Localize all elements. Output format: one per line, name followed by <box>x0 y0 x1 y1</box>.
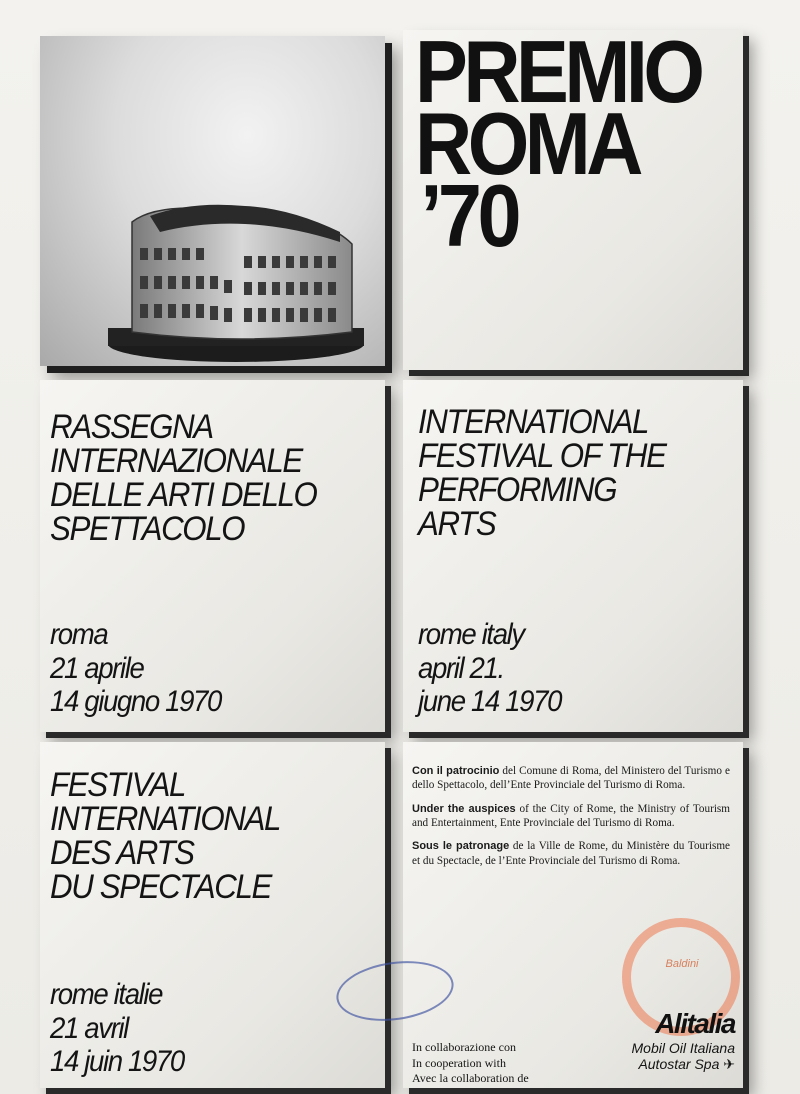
patronage-english-text: of the City of Rome, the Ministry of Tourism and Entertainment, Ente Provinciale del Turismo di Roma. <box>412 802 730 829</box>
patronage-french-lead: Sous le patronage <box>412 840 510 853</box>
collaboration-line: In cooperation with <box>412 1055 506 1070</box>
english-date-line: april 21. <box>418 651 504 685</box>
library-stamp-label: Baldini <box>665 958 699 970</box>
english-heading-line: ARTS <box>418 505 496 543</box>
english-date-line: june 14 1970 <box>418 685 562 719</box>
italian-date-line: roma <box>50 618 108 651</box>
collaboration-text <box>412 1040 529 1087</box>
autostar-star-icon: ✈ <box>723 1056 735 1073</box>
french-heading-line: DU SPECTACLE <box>50 868 272 906</box>
colosseum-image <box>40 36 385 366</box>
italian-date-line: 14 giugno 1970 <box>50 685 222 719</box>
french-heading-line: DES ARTS <box>50 834 194 872</box>
main-title <box>415 22 701 266</box>
alitalia-logo: Alitalia <box>655 1008 735 1039</box>
french-dates <box>50 978 184 1079</box>
sponsor-item: Mobil Oil Italiana <box>631 1040 735 1056</box>
french-heading-line: FESTIVAL <box>50 766 185 804</box>
patronage-french-text: de la Ville de Rome, du Ministère du Tourisme et du Spectacle, de l’Ente Provinciale del Turismo di Roma. <box>412 840 730 867</box>
title-line-2: ROMA <box>415 94 639 194</box>
english-dates <box>418 618 561 719</box>
patronage-french <box>412 839 730 868</box>
patronage-english-lead: Under the auspices <box>412 802 516 815</box>
patronage-english <box>412 802 730 831</box>
collaboration-line: Avec la collaboration de <box>412 1071 529 1086</box>
french-date-line: 14 juin 1970 <box>50 1045 184 1079</box>
patronage-text <box>412 764 730 877</box>
italian-heading-line: SPETTACOLO <box>50 510 245 548</box>
patronage-italian-lead: Con il patrocinio <box>412 765 500 777</box>
sponsor-item-text: Autostar Spa <box>638 1056 720 1073</box>
english-heading-line: PERFORMING <box>418 471 617 509</box>
sponsor-list <box>585 1040 735 1072</box>
french-date-line: rome italie <box>50 978 163 1011</box>
patronage-italian-text: del Comune di Roma, del Ministero del Turismo e dello Spettacolo, dell’Ente Provinciale del Turismo di Roma. <box>412 765 730 792</box>
italian-heading-line: DELLE ARTI DELLO <box>50 476 317 514</box>
italian-date-line: 21 aprile <box>50 651 144 685</box>
italian-heading-line: INTERNAZIONALE <box>50 442 302 480</box>
french-date-line: 21 avril <box>50 1011 128 1045</box>
title-line-3: ’70 <box>420 166 518 266</box>
italian-heading <box>50 410 317 546</box>
italian-heading-line: RASSEGNA <box>50 408 213 446</box>
title-line-1: PREMIO <box>415 22 701 121</box>
english-date-line: rome italy <box>418 618 524 651</box>
french-heading <box>50 768 280 904</box>
sponsor-item <box>585 1056 735 1072</box>
english-heading-line: INTERNATIONAL <box>418 403 649 441</box>
patronage-italian <box>412 764 730 793</box>
french-heading-line: INTERNATIONAL <box>50 800 281 838</box>
collaboration-line: In collaborazione con <box>412 1040 516 1054</box>
colosseum-photo-block <box>40 36 385 366</box>
english-heading <box>418 405 666 541</box>
english-heading-line: FESTIVAL OF THE <box>418 437 666 475</box>
italian-dates <box>50 618 221 719</box>
